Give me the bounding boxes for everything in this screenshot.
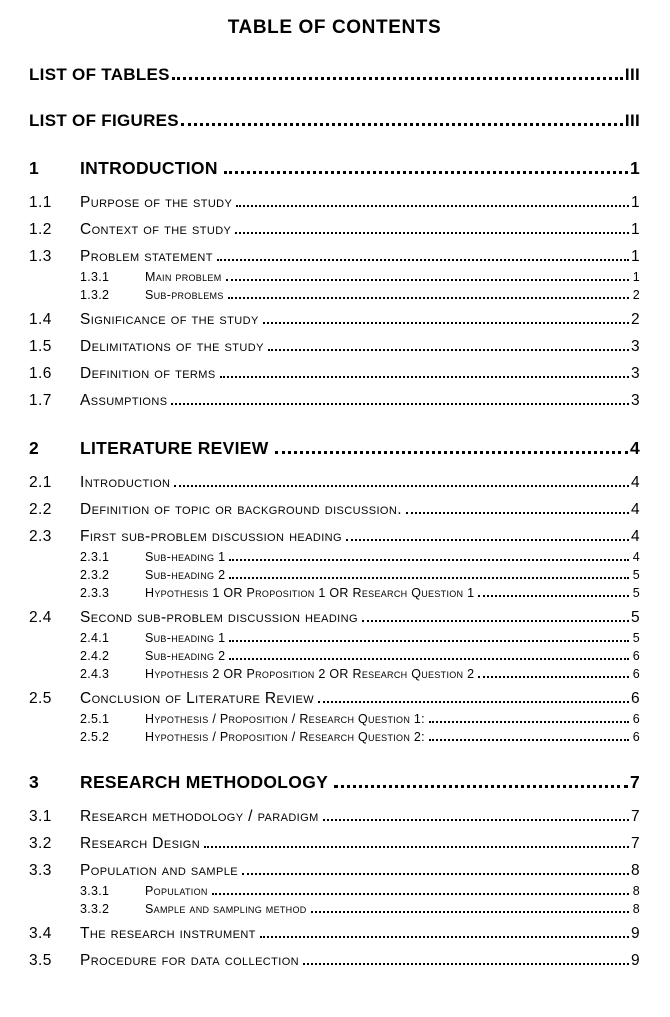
dot-leader bbox=[229, 640, 628, 642]
toc-entry-row bbox=[29, 666, 640, 682]
toc-entry-row bbox=[29, 193, 640, 213]
dot-leader bbox=[275, 451, 628, 454]
dot-leader bbox=[334, 785, 628, 788]
toc-entry-page: 7 bbox=[630, 808, 640, 825]
dot-leader bbox=[406, 512, 629, 514]
toc-entry-number: 3.3 bbox=[29, 862, 52, 879]
toc-entry-page: 1 bbox=[630, 194, 640, 211]
dot-leader bbox=[229, 658, 628, 660]
toc-entry-row bbox=[29, 337, 640, 357]
toc-entry-page: 4 bbox=[632, 550, 640, 564]
toc-entry-number: 2.3.1 bbox=[80, 550, 110, 564]
toc-entry-row bbox=[29, 648, 640, 664]
toc-entry-row bbox=[29, 567, 640, 583]
toc-entry-number: 3.5 bbox=[29, 952, 52, 969]
toc-entry-page: 1 bbox=[630, 248, 640, 265]
toc-entry-row bbox=[29, 901, 640, 917]
toc-chapter-row bbox=[29, 157, 640, 180]
toc-entry-page: 6 bbox=[632, 730, 640, 744]
dot-leader bbox=[217, 259, 629, 261]
dot-leader bbox=[303, 963, 629, 965]
toc-entry-page: 3 bbox=[630, 365, 640, 382]
toc-entry-row bbox=[29, 473, 640, 493]
dot-leader bbox=[174, 485, 629, 487]
dot-leader bbox=[212, 893, 629, 895]
toc-entry-label: First sub-problem discussion heading bbox=[80, 528, 342, 545]
toc-entry-page: 9 bbox=[630, 952, 640, 969]
toc-entry-page: 5 bbox=[630, 609, 640, 626]
toc-entry-label: LIST OF TABLES bbox=[29, 65, 170, 84]
toc-entry-number: 2.5.1 bbox=[80, 712, 110, 726]
toc-entry-label: Definition of terms bbox=[80, 365, 216, 382]
toc-entry-number: 2.5 bbox=[29, 690, 52, 707]
toc-entry-row bbox=[29, 247, 640, 267]
toc-entry-row bbox=[29, 269, 640, 285]
toc-entry-label: Sample and sampling method bbox=[145, 902, 307, 916]
toc-entry-row bbox=[29, 729, 640, 745]
toc-entry-label: Sub-problems bbox=[145, 288, 224, 302]
toc-entry-number: 3.1 bbox=[29, 808, 52, 825]
toc-entry-page: 8 bbox=[632, 884, 640, 898]
dot-leader bbox=[242, 873, 629, 875]
dot-leader bbox=[311, 911, 629, 913]
page-title: TABLE OF CONTENTS bbox=[227, 17, 442, 38]
toc-entry-page: 2 bbox=[632, 288, 640, 302]
toc-entry-page: 6 bbox=[632, 712, 640, 726]
toc-entry-row bbox=[29, 608, 640, 628]
toc-entry-number: 1.5 bbox=[29, 338, 52, 355]
dot-leader bbox=[323, 819, 629, 821]
toc-entry-label: Population and sample bbox=[80, 862, 238, 879]
toc-entry-label: Introduction bbox=[80, 474, 171, 491]
dot-leader bbox=[268, 349, 629, 351]
dot-leader bbox=[429, 721, 629, 723]
toc-entry-row bbox=[29, 861, 640, 881]
toc-entry-row bbox=[29, 549, 640, 565]
toc-entry-label: Sub-heading 2 bbox=[145, 649, 226, 663]
toc-entry-page: III bbox=[624, 111, 640, 130]
toc-entry-row bbox=[29, 630, 640, 646]
toc-entry-label: Delimitations of the study bbox=[80, 338, 264, 355]
toc-entry-page: 9 bbox=[630, 925, 640, 942]
toc-entry-page: 5 bbox=[632, 568, 640, 582]
toc-entry-number: 3 bbox=[29, 772, 40, 792]
toc-entry-number: 1.7 bbox=[29, 392, 52, 409]
toc-entry-row bbox=[29, 500, 640, 520]
toc-entry-page: 6 bbox=[630, 690, 640, 707]
table-of-contents bbox=[29, 64, 640, 971]
dot-leader bbox=[172, 77, 623, 80]
toc-entry-label: Sub-heading 1 bbox=[145, 550, 226, 564]
dot-leader bbox=[478, 676, 628, 678]
toc-entry-page: 1 bbox=[632, 270, 640, 284]
toc-chapter-row bbox=[29, 771, 640, 794]
dot-leader bbox=[235, 232, 629, 234]
toc-entry-label: The research instrument bbox=[80, 925, 256, 942]
toc-entry-label: Definition of topic or background discussion. bbox=[80, 501, 402, 518]
toc-entry-number: 2.3.3 bbox=[80, 586, 110, 600]
dot-leader bbox=[229, 577, 628, 579]
toc-entry-page: 7 bbox=[629, 772, 640, 792]
dot-leader bbox=[220, 376, 629, 378]
toc-entry-label: INTRODUCTION bbox=[80, 158, 218, 178]
toc-entry-row bbox=[29, 287, 640, 303]
toc-entry-page: 2 bbox=[630, 311, 640, 328]
toc-entry-label: Hypothesis 2 OR Proposition 2 OR Research Question 2 bbox=[145, 667, 475, 681]
toc-front-matter-row bbox=[29, 110, 640, 131]
toc-entry-page: 7 bbox=[630, 835, 640, 852]
toc-entry-label: Assumptions bbox=[80, 392, 168, 409]
toc-entry-row bbox=[29, 883, 640, 899]
dot-leader bbox=[346, 539, 629, 541]
toc-entry-page: 1 bbox=[630, 221, 640, 238]
dot-leader bbox=[318, 701, 629, 703]
toc-entry-number: 1.6 bbox=[29, 365, 52, 382]
toc-entry-number: 2.4.1 bbox=[80, 631, 110, 645]
toc-entry-number: 1.2 bbox=[29, 221, 52, 238]
toc-entry-page: III bbox=[624, 65, 640, 84]
toc-entry-label: Hypothesis / Proposition / Research Question 1: bbox=[145, 712, 425, 726]
toc-entry-number: 2.2 bbox=[29, 501, 52, 518]
toc-entry-number: 2.4.2 bbox=[80, 649, 110, 663]
toc-entry-label: Second sub-problem discussion heading bbox=[80, 609, 358, 626]
dot-leader bbox=[181, 123, 623, 126]
toc-entry-number: 2 bbox=[29, 438, 40, 458]
toc-entry-label: LIST OF FIGURES bbox=[29, 111, 179, 130]
toc-entry-row bbox=[29, 310, 640, 330]
toc-entry-page: 8 bbox=[632, 902, 640, 916]
dot-leader bbox=[226, 279, 629, 281]
toc-entry-label: Sub-heading 2 bbox=[145, 568, 226, 582]
toc-entry-row bbox=[29, 689, 640, 709]
toc-entry-row bbox=[29, 711, 640, 727]
toc-entry-number: 2.3.2 bbox=[80, 568, 110, 582]
toc-entry-row bbox=[29, 527, 640, 547]
dot-leader bbox=[263, 322, 629, 324]
toc-entry-number: 1.4 bbox=[29, 311, 52, 328]
dot-leader bbox=[224, 171, 628, 174]
toc-entry-page: 8 bbox=[630, 862, 640, 879]
toc-entry-label: LITERATURE REVIEW bbox=[80, 438, 269, 458]
toc-entry-number: 1.3 bbox=[29, 248, 52, 265]
toc-entry-number: 2.5.2 bbox=[80, 730, 110, 744]
toc-entry-page: 4 bbox=[630, 528, 640, 545]
toc-entry-page: 5 bbox=[632, 631, 640, 645]
toc-entry-row bbox=[29, 951, 640, 971]
dot-leader bbox=[171, 403, 629, 405]
dot-leader bbox=[204, 846, 629, 848]
toc-entry-number: 3.3.2 bbox=[80, 902, 110, 916]
dot-leader bbox=[229, 559, 628, 561]
toc-entry-label: Hypothesis 1 OR Proposition 1 OR Research Question 1 bbox=[145, 586, 475, 600]
toc-entry-label: Sub-heading 1 bbox=[145, 631, 226, 645]
toc-entry-row bbox=[29, 391, 640, 411]
toc-entry-number: 3.2 bbox=[29, 835, 52, 852]
toc-entry-number: 1.1 bbox=[29, 194, 52, 211]
toc-entry-row bbox=[29, 220, 640, 240]
toc-entry-label: Population bbox=[145, 884, 208, 898]
toc-entry-number: 2.1 bbox=[29, 474, 52, 491]
dot-leader bbox=[228, 297, 629, 299]
toc-entry-label: Procedure for data collection bbox=[80, 952, 300, 969]
toc-entry-number: 2.4.3 bbox=[80, 667, 110, 681]
toc-entry-page: 6 bbox=[632, 667, 640, 681]
toc-entry-label: Research methodology / paradigm bbox=[80, 808, 319, 825]
toc-entry-row bbox=[29, 585, 640, 601]
toc-entry-label: Significance of the study bbox=[80, 311, 259, 328]
toc-entry-number: 3.4 bbox=[29, 925, 52, 942]
toc-entry-page: 3 bbox=[630, 392, 640, 409]
toc-entry-number: 2.4 bbox=[29, 609, 52, 626]
toc-front-matter-row bbox=[29, 64, 640, 85]
toc-entry-number: 2.3 bbox=[29, 528, 52, 545]
toc-entry-label: RESEARCH METHODOLOGY bbox=[80, 772, 329, 792]
dot-leader bbox=[478, 595, 628, 597]
dot-leader bbox=[236, 205, 629, 207]
toc-entry-row bbox=[29, 834, 640, 854]
toc-entry-label: Context of the study bbox=[80, 221, 232, 238]
toc-entry-page: 4 bbox=[629, 438, 640, 458]
toc-entry-page: 3 bbox=[630, 338, 640, 355]
toc-entry-page: 5 bbox=[632, 586, 640, 600]
toc-entry-page: 4 bbox=[630, 474, 640, 491]
toc-chapter-row bbox=[29, 437, 640, 460]
toc-entry-label: Conclusion of Literature Review bbox=[80, 690, 314, 707]
toc-entry-label: Hypothesis / Proposition / Research Question 2: bbox=[145, 730, 425, 744]
toc-entry-number: 1.3.1 bbox=[80, 270, 110, 284]
toc-entry-label: Main problem bbox=[145, 270, 222, 284]
toc-entry-page: 1 bbox=[629, 158, 640, 178]
toc-entry-number: 3.3.1 bbox=[80, 884, 110, 898]
toc-entry-page: 4 bbox=[630, 501, 640, 518]
dot-leader bbox=[362, 620, 629, 622]
toc-entry-page: 6 bbox=[632, 649, 640, 663]
dot-leader bbox=[429, 739, 629, 741]
toc-entry-label: Problem statement bbox=[80, 248, 213, 265]
toc-entry-row bbox=[29, 807, 640, 827]
toc-entry-row bbox=[29, 924, 640, 944]
toc-entry-label: Research Design bbox=[80, 835, 201, 852]
toc-entry-label: Purpose of the study bbox=[80, 194, 233, 211]
toc-entry-number: 1 bbox=[29, 158, 40, 178]
toc-entry-number: 1.3.2 bbox=[80, 288, 110, 302]
toc-entry-row bbox=[29, 364, 640, 384]
dot-leader bbox=[260, 936, 629, 938]
